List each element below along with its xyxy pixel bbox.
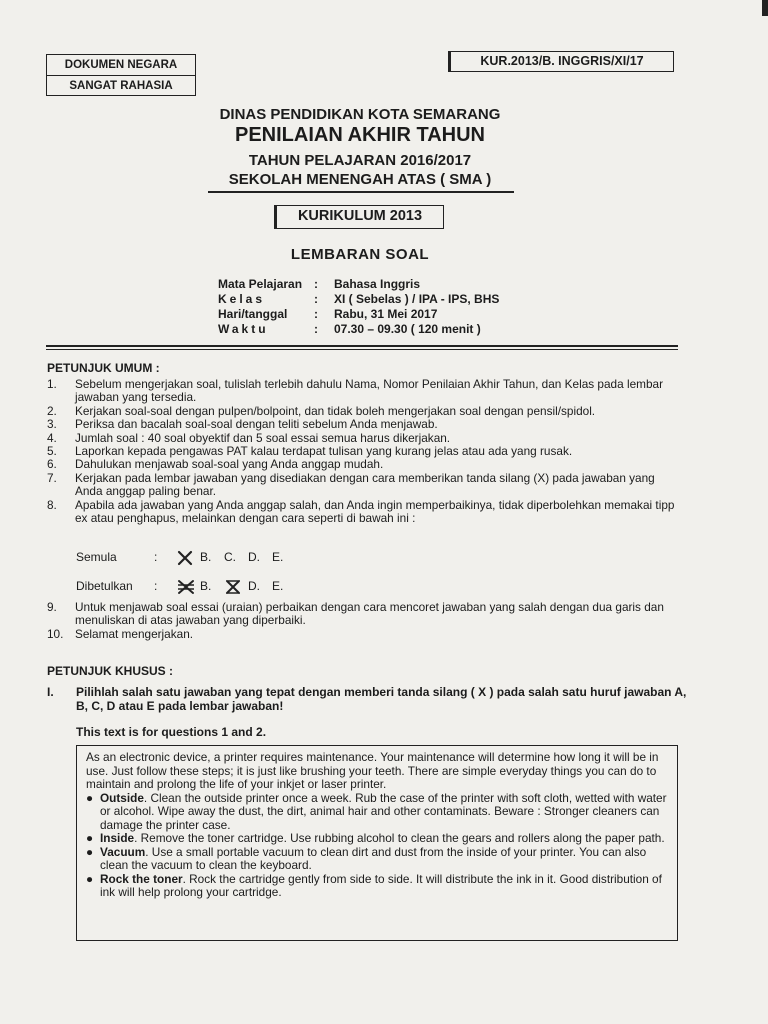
divider-line [46,345,678,347]
info-value: 07.30 – 09.30 ( 120 menit ) [334,322,481,336]
agency-name: DINAS PENDIDIKAN KOTA SEMARANG [219,106,501,123]
general-instructions-title: PETUNJUK UMUM : [47,361,160,375]
exam-info-table [218,277,499,337]
info-value: Rabu, 31 Mei 2017 [334,307,438,321]
bullet-dot-icon: ● [86,790,94,805]
info-label: Hari/tanggal [218,307,288,321]
semula-label: Semula [76,550,117,564]
example-corrected-answer: Dibetulkan : B. D. E. [76,579,284,593]
info-value: XI ( Sebelas ) / IPA - IPS, BHS [334,292,500,306]
special-instructions-title: PETUNJUK KHUSUS : [47,664,174,678]
sheet-title: LEMBARAN SOAL [290,246,430,263]
classification-box [46,54,196,96]
reading-passage [76,745,678,941]
list-item: 8. Apabila ada jawaban yang Anda anggap salah, dan Anda ingin memperbaikinya, tidak diperbolehkan memakai tipp ex atau penghapus, melainkan dengan cara seperti di bawah ini : [47,497,675,526]
general-instructions-list [47,378,677,525]
text-intro: This text is for questions 1 and 2. [76,725,267,739]
part-one-instruction: I. Pilihlah salah satu jawaban yang tepat dengan memberi tanda silang ( X ) pada salah satu huruf jawaban A, B, C, D atau E pada lembar jawaban! [47,685,687,713]
curriculum-box: KURIKULUM 2013 [274,205,444,229]
example-original-answer: Semula : B. C. D. E. [76,550,284,564]
exam-title: PENILAIAN AKHIR TAHUN [235,124,485,146]
list-item: 2. Kerjakan soal-soal dengan pulpen/bolpoint, dan tidak boleh mengerjakan soal dengan pensil/spidol. [47,403,596,418]
passage-bullet: ● Outside. Clean the outside printer once a week. Rub the case of the printer with soft cloth, wetted with water or alcohol. Wipe away the dust, the dirt, animal hair and other contaminats. Beware : Stronger cleaners can damage the printer case. [86,790,667,832]
cross-mark-icon [176,550,200,564]
classification-line-1: DOKUMEN NEGARA [64,59,178,71]
divider-line [46,349,678,350]
classification-line-2: SANGAT RAHASIA [47,75,195,95]
info-row: Mata Pelajaran : Bahasa Inggris [218,277,421,291]
info-label: Waktu [218,322,269,336]
info-value: Bahasa Inggris [334,277,421,291]
list-item: 10. Selamat mengerjakan. [47,626,194,641]
info-row: Waktu : 07.30 – 09.30 ( 120 menit ) [218,322,481,336]
info-label: Kelas [218,292,266,306]
document-code: KUR.2013/B. INGGRIS/XI/17 [448,51,674,72]
list-item: 7. Kerjakan pada lembar jawaban yang disediakan dengan cara memberikan tanda silang (X) pada jawaban yang Anda anggap paling benar. [47,470,655,499]
header-underline [208,191,514,193]
passage-bullet: ● Inside. Remove the toner cartridge. Use rubbing alcohol to clean the gears and rollers along the paper path. [86,831,665,845]
list-item: 9. Untuk menjawab soal essai (uraian) perbaikan dengan cara mencoret jawaban yang salah dengan dua garis dan menuliskan di atas jawaban yang diperbaiki. [47,600,664,628]
passage-bullet: ● Rock the toner. Rock the cartridge gently from side to side. It will distribute the ink in it. Good distribution of ink will help prolong your cartridge. [86,871,662,899]
general-instructions-list-continued [47,601,677,641]
list-item: 1. Sebelum mengerjakan soal, tulislah terlebih dahulu Nama, Nomor Penilaian Akhir Tahun, dan Kelas pada lembar jawaban yang tersedia. [47,377,664,405]
info-row: Hari/tanggal : Rabu, 31 Mei 2017 [218,307,438,321]
cancelled-cross-icon [176,579,200,593]
edge-mark [762,0,768,16]
list-item: 5. Laporkan kepada pengawas PAT kalau terdapat tulisan yang kurang jelas atau ada yang rusak. [47,444,573,459]
academic-year: TAHUN PELAJARAN 2016/2017 [248,152,472,169]
boxed-cross-icon [224,579,248,593]
list-item: 3. Periksa dan bacalah soal-soal dengan teliti sebelum Anda menjawab. [47,417,438,432]
bullet-dot-icon: ● [86,844,94,859]
bullet-dot-icon: ● [86,831,94,845]
passage-intro: As an electronic device, a printer requires maintenance. Your maintenance will determine how long it will be in use. Just follow these steps; it is just like brushing your teeth. There are simple everyday things you can do to maintain and prolong the life of your inkjet or laser printer. [86,750,659,791]
dibetulkan-label: Dibetulkan [76,579,133,593]
info-label: Mata Pelajaran [218,277,303,291]
passage-bullet: ● Vacuum. Use a small portable vacuum to clean dirt and dust from the inside of your printer. You can also clean the vacuum to clean the keyboard. [86,844,647,872]
info-row: Kelas : XI ( Sebelas ) / IPA - IPS, BHS [218,292,500,306]
school-level: SEKOLAH MENENGAH ATAS ( SMA ) [228,171,492,188]
list-item: 6. Dahulukan menjawab soal-soal yang Anda anggap mudah. [47,457,384,472]
bullet-dot-icon: ● [86,871,94,886]
list-item: 4. Jumlah soal : 40 soal obyektif dan 5 soal essai semua harus dikerjakan. [47,430,451,445]
